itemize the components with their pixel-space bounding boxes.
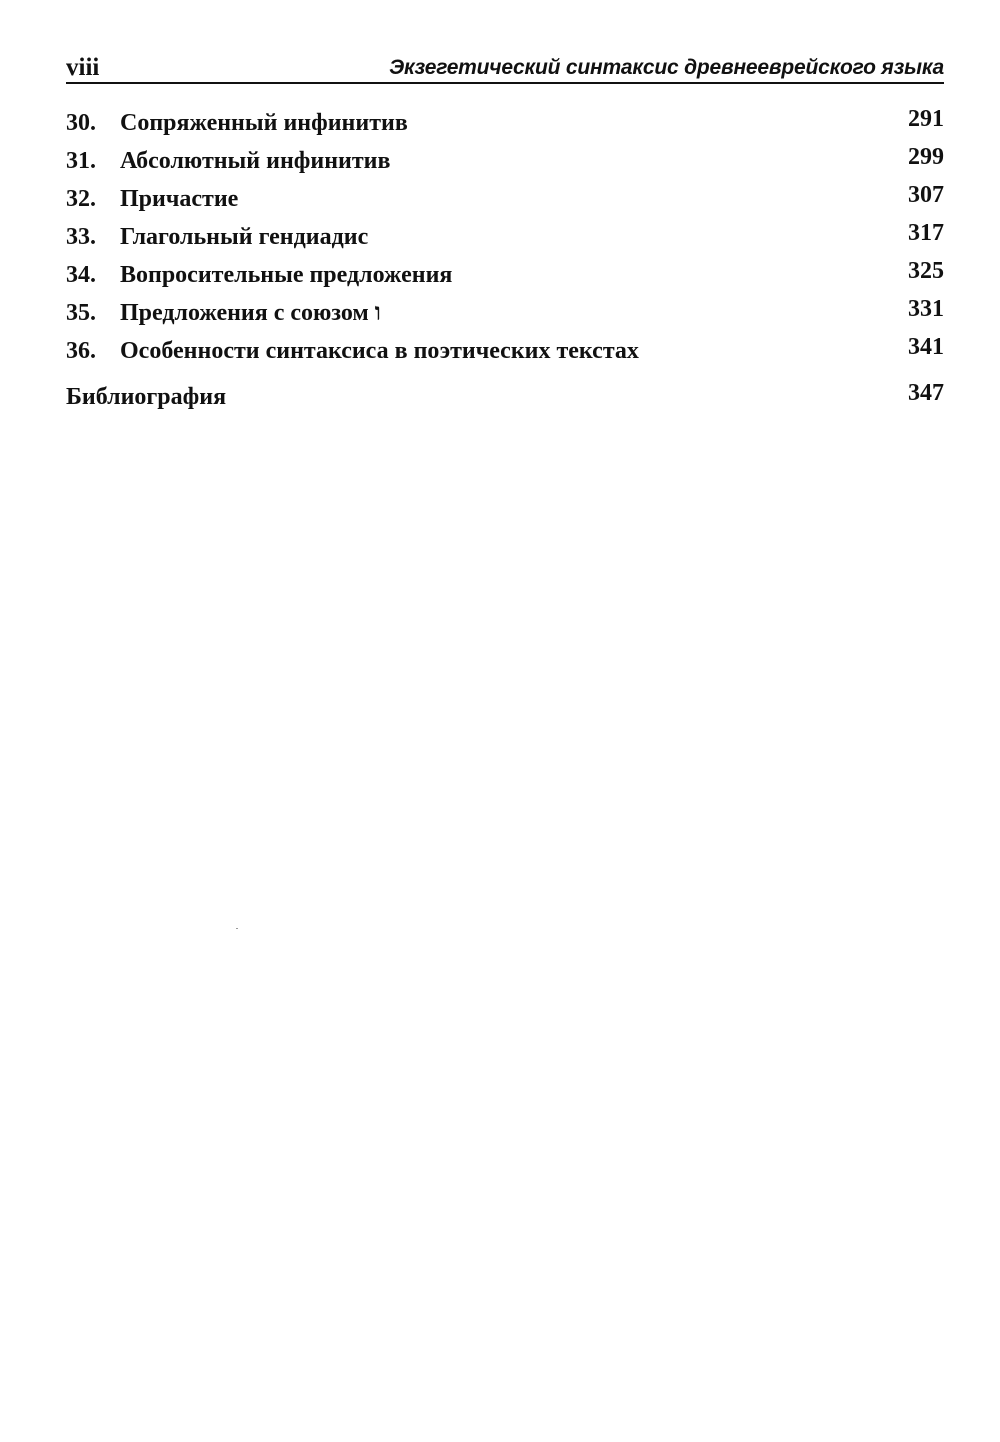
toc-entry-title: Библиография bbox=[66, 384, 227, 410]
toc-entry-page: 331 bbox=[908, 296, 944, 322]
page-number: viii bbox=[66, 54, 100, 81]
toc-entry-page: 291 bbox=[908, 106, 944, 132]
toc-entry-title: Причастие bbox=[120, 186, 239, 212]
toc-entry-title: Абсолютный инфинитив bbox=[120, 148, 391, 174]
toc-entry-bibliography bbox=[66, 378, 944, 416]
toc-entry-title: Особенности синтаксиса в поэтических текстах bbox=[120, 338, 639, 364]
toc-entry-number: 35. bbox=[66, 300, 96, 326]
toc-entry-page: 341 bbox=[908, 334, 944, 360]
toc-entry-title: Вопросительные предложения bbox=[120, 262, 453, 288]
toc-entry-number: 32. bbox=[66, 186, 96, 212]
toc-entry bbox=[66, 332, 944, 370]
toc-entry-page: 325 bbox=[908, 258, 944, 284]
toc-entry-title: Предложения с союзом ו bbox=[120, 300, 381, 326]
toc-entry-title: Сопряженный инфинитив bbox=[120, 110, 408, 136]
page-header bbox=[66, 50, 944, 84]
toc-entry bbox=[66, 142, 944, 180]
toc-entry-title: Глагольный гендиадис bbox=[120, 224, 369, 250]
toc-entry bbox=[66, 218, 944, 256]
toc-entry-page: 347 bbox=[908, 380, 944, 406]
toc-entry-number: 33. bbox=[66, 224, 96, 250]
toc-entry-number: 30. bbox=[66, 110, 96, 136]
toc-entry bbox=[66, 294, 944, 332]
toc-entry bbox=[66, 180, 944, 218]
toc-entry-number: 31. bbox=[66, 148, 96, 174]
running-title: Экзегетический синтаксис древнееврейского языка bbox=[389, 56, 944, 79]
toc-entry-number: 36. bbox=[66, 338, 96, 364]
scan-speck bbox=[236, 928, 238, 929]
toc-entry-page: 299 bbox=[908, 144, 944, 170]
table-of-contents bbox=[66, 104, 944, 416]
toc-entry bbox=[66, 256, 944, 294]
toc-entry-page: 317 bbox=[908, 220, 944, 246]
toc-entry-number: 34. bbox=[66, 262, 96, 288]
toc-entry-page: 307 bbox=[908, 182, 944, 208]
toc-entry bbox=[66, 104, 944, 142]
